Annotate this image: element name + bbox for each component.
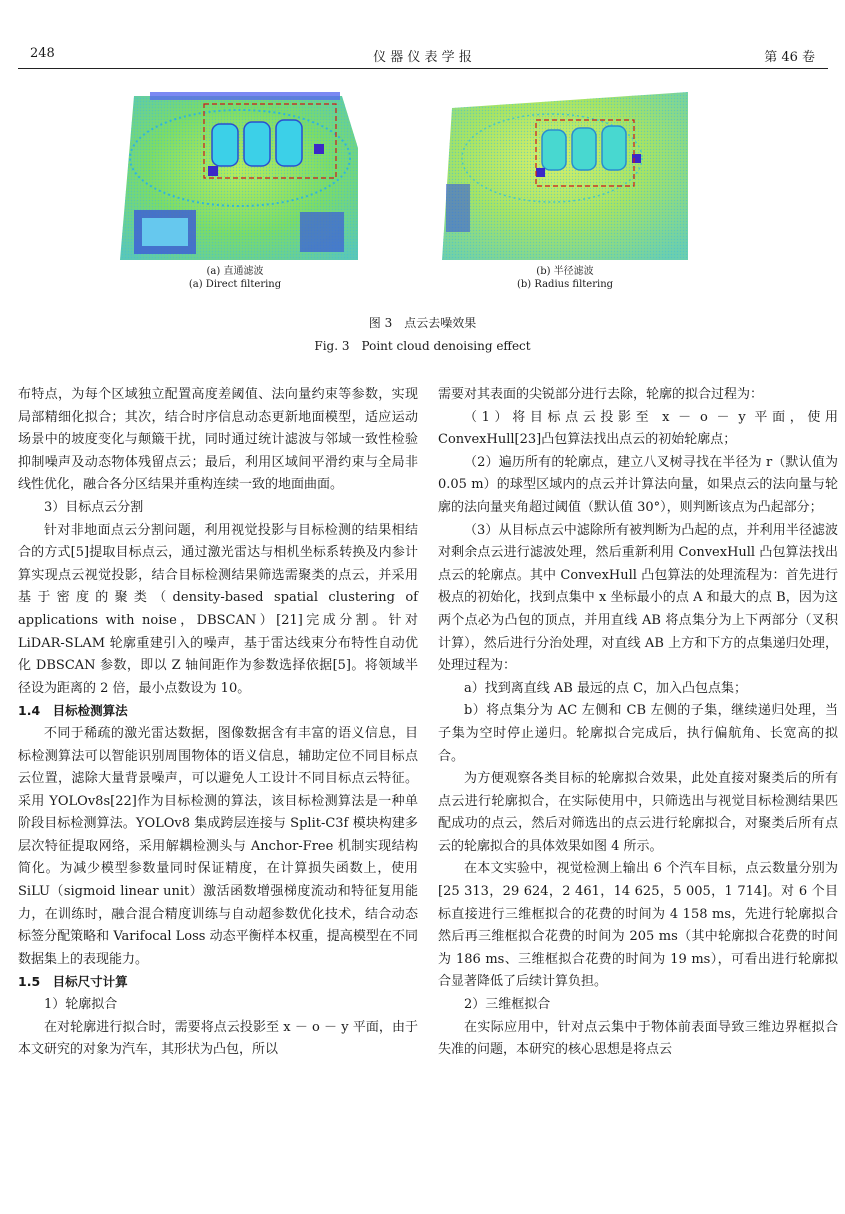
- figure-a-caption-en: (a) Direct filtering: [188, 279, 282, 290]
- figure-caption-en: Fig. 3 Point cloud denoising effect: [314, 339, 531, 353]
- list-item: （2）遍历所有的轮廓点，建立八叉树寻找在半径为 r（默认值为 0.05 m）的球型区域内的点云并计算法向量，如果点云的法向量与轮廓的法向量夹角超过阈值（默认值 30°），则判断该点为凸起部分；: [438, 454, 838, 515]
- figure-caption-cn: 图 3 点云去噪效果: [368, 316, 477, 330]
- paragraph: 在本文实验中，视觉检测上输出 6 个汽车目标，点云数量分别为[25 313，29 624，2 461，14 625，5 005，1 714]。对 6 个目标直接进行三维框拟合的花费的时间为 4 158 ms，先进行轮廓拟合然后再三维框拟合花费的时间为 205 ms（其中轮廓拟合花费的时间为 186 ms、三维框拟合花费的时间为 19 ms），可看出进行轮廓拟合显著降低了后续计算负担。: [438, 861, 838, 990]
- figure-b-caption-en: (b) Radius filtering: [516, 279, 614, 290]
- list-item: b）将点集分为 AC 左侧和 CB 左侧的子集，继续递归处理，当子集为空时停止递归。轮廓拟合完成后，执行偏航角、长宽高的拟合。: [438, 703, 838, 764]
- figure-a-caption-cn: (a) 直通滤波: [206, 266, 264, 277]
- volume-label: 第 46 卷: [764, 50, 815, 65]
- section-heading: 1.5 目标尺寸计算: [18, 974, 128, 990]
- list-item: （1）将目标点云投影至 x － o － y 平面，使用 ConvexHull[23]凸包算法找出点云的初始轮廓点；: [438, 409, 838, 448]
- page-number: 248: [30, 46, 55, 61]
- subsection-heading: 2）三维框拟合: [464, 997, 551, 1013]
- subsection-heading: 3）目标点云分割: [44, 499, 144, 515]
- right-column: [438, 384, 838, 1062]
- figure-b-radius-filtering: [442, 88, 688, 260]
- subsection-heading: 1）轮廓拟合: [44, 997, 118, 1013]
- figure-b-caption-cn: (b) 半径滤波: [536, 266, 594, 277]
- figure-a-direct-filtering: [112, 88, 358, 260]
- journal-title: 仪 器 仪 表 学 报: [373, 50, 472, 65]
- paragraph: 针对非地面点云分割问题，利用视觉投影与目标检测的结果相结合的方式[5]提取目标点云，通过激光雷达与相机坐标系转换及内参计算实现点云视觉投影，结合目标检测结果筛选需聚类的点云，并采用基于密度的聚类（density-based spatial clustering of applications with noise，DBSCAN）[21]完成分割。针对 LiDAR-SLAM 轮廓重建引入的噪声，基于雷达线束分布特性自动优化 DBSCAN 参数，即以 Z 轴间距作为参数选择依据[5]。将领域半径设为距离的 2 倍，最小点数设为 10。: [18, 522, 418, 696]
- paragraph: 为方便观察各类目标的轮廓拟合效果，此处直接对聚类后的所有点云进行轮廓拟合，在实际使用中，只筛选出与视觉目标检测结果匹配成功的点云，然后对筛选出的点云进行轮廓拟合，对聚类后所有点云的轮廓拟合的具体效果如图 4 所示。: [438, 771, 838, 854]
- section-heading: 1.4 目标检测算法: [18, 703, 128, 719]
- paragraph: 在实际应用中，针对点云集中于物体前表面导致三维边界框拟合失准的问题，本研究的核心思想是将点云: [438, 1019, 838, 1058]
- paragraph: 布特点，为每个区域独立配置高度差阈值、法向量约束等参数，实现局部精细化拟合；其次，结合时序信息动态更新地面模型，适应运动场景中的坡度变化与颠簸干扰，同时通过统计滤波与邻域一致性检验抑制噪声及动态物体残留点云；最后，利用区域间平滑约束与全局非线性优化，融合各分区结果并重构连续一致的地面曲面。: [18, 387, 418, 493]
- list-item: a）找到离直线 AB 最远的点 C，加入凸包点集；: [464, 680, 748, 696]
- left-column: [18, 384, 418, 1062]
- paragraph: 在对轮廓进行拟合时，需要将点云投影至 x － o － y 平面，由于本文研究的对象为汽车，其形状为凸包，所以: [18, 1019, 418, 1058]
- header-rule: [18, 68, 828, 69]
- paragraph: 需要对其表面的尖锐部分进行去除，轮廓的拟合过程为：: [438, 387, 764, 402]
- list-item: （3）从目标点云中滤除所有被判断为凸起的点，并利用半径滤波对剩余点云进行滤波处理，然后重新利用 ConvexHull 凸包算法找出点云的轮廓点。其中 ConvexHull 凸包算法的处理流程为：首先进行极点的初始化，找到点集中 x 坐标最小的点 A 和最大的点 B，因为这两个点必为凸包的顶点，并用直线 AB 将点集分为上下两部分（叉积计算），然后进行分治处理，对直线 AB 上方和下方的点集递归处理，处理过程为：: [438, 522, 838, 674]
- paragraph: 不同于稀疏的激光雷达数据，图像数据含有丰富的语义信息，目标检测算法可以智能识别周围物体的语义信息，辅助定位不同目标点云位置，滤除大量背景噪声，可以避免人工设计不同目标点云特征。采用 YOLOv8s[22]作为目标检测的算法，该目标检测算法是一种单阶段目标检测算法。YOLOv8 集成跨层连接与 Split-C3f 模块构建多层次特征提取网络，采用解耦检测头与 Anchor-Free 机制实现结构简化。为减少模型参数量同时保证精度，在计算损失函数上，使用 SiLU（sigmoid linear unit）激活函数增强梯度流动和特征复用能力，在训练时，融合混合精度训练与自动超参数优化技术，结合动态标签分配策略和 Varifocal Loss 动态平衡样本权重，提高模型在不同数据集上的表现能力。: [18, 725, 418, 967]
